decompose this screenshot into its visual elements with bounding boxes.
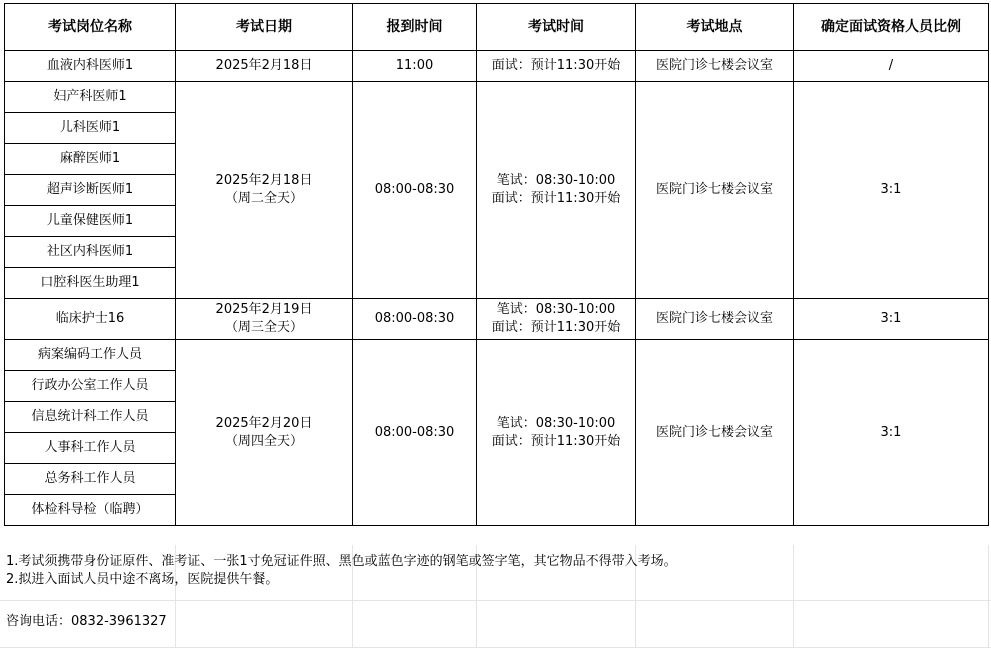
header-date: 考试日期 bbox=[176, 4, 353, 51]
checkin-cell: 08:00-08:30 bbox=[353, 340, 477, 526]
position-cell: 口腔科医生助理1 bbox=[5, 268, 176, 299]
weekday-line: （周四全天） bbox=[224, 433, 303, 449]
position-cell: 社区内科医师1 bbox=[5, 237, 176, 268]
table-row bbox=[5, 340, 989, 371]
location-cell: 医院门诊七楼会议室 bbox=[636, 51, 794, 82]
ratio-cell: / bbox=[794, 51, 989, 82]
notes-section bbox=[6, 553, 677, 589]
date-cell bbox=[176, 299, 353, 340]
written-exam-line: 笔试：08:30-10:00 bbox=[496, 415, 616, 431]
weekday-line: （周二全天） bbox=[224, 191, 303, 206]
date-line: 2025年2月18日 bbox=[215, 173, 313, 188]
written-exam-line: 笔试：08:30-10:00 bbox=[496, 173, 616, 188]
location-cell: 医院门诊七楼会议室 bbox=[636, 299, 794, 340]
header-position: 考试岗位名称 bbox=[5, 4, 176, 51]
date-line: 2025年2月20日 bbox=[215, 415, 313, 431]
position-cell: 妇产科医师1 bbox=[5, 82, 176, 113]
position-cell: 血液内科医师1 bbox=[5, 51, 176, 82]
position-cell: 病案编码工作人员 bbox=[5, 340, 176, 371]
position-cell: 体检科导检（临聘） bbox=[5, 495, 176, 526]
checkin-cell: 08:00-08:30 bbox=[353, 82, 477, 299]
position-cell: 麻醉医师1 bbox=[5, 144, 176, 175]
position-cell: 行政办公室工作人员 bbox=[5, 371, 176, 402]
location-cell: 医院门诊七楼会议室 bbox=[636, 82, 794, 299]
contact-phone: 咨询电话：0832-3961327 bbox=[6, 614, 167, 629]
date-cell: 2025年2月18日 bbox=[176, 51, 353, 82]
header-checkin: 报到时间 bbox=[353, 4, 477, 51]
position-cell: 儿童保健医师1 bbox=[5, 206, 176, 237]
position-cell: 人事科工作人员 bbox=[5, 433, 176, 464]
written-exam-line: 笔试：08:30-10:00 bbox=[496, 302, 616, 317]
exam-time-cell bbox=[477, 340, 636, 526]
exam-time-cell bbox=[477, 82, 636, 299]
position-cell: 临床护士16 bbox=[5, 299, 176, 340]
table-row bbox=[5, 51, 989, 82]
header-location: 考试地点 bbox=[636, 4, 794, 51]
location-cell: 医院门诊七楼会议室 bbox=[636, 340, 794, 526]
ratio-cell: 3:1 bbox=[794, 340, 989, 526]
interview-line: 面试：预计11:30开始 bbox=[491, 320, 621, 335]
ratio-cell: 3:1 bbox=[794, 299, 989, 340]
date-line: 2025年2月19日 bbox=[215, 302, 313, 317]
date-cell bbox=[176, 340, 353, 526]
checkin-cell: 11:00 bbox=[353, 51, 477, 82]
weekday-line: （周三全天） bbox=[224, 320, 303, 335]
position-cell: 儿科医师1 bbox=[5, 113, 176, 144]
header-row bbox=[5, 4, 989, 51]
exam-time-cell: 面试：预计11:30开始 bbox=[477, 51, 636, 82]
header-ratio: 确定面试资格人员比例 bbox=[794, 4, 989, 51]
exam-time-cell bbox=[477, 299, 636, 340]
interview-line: 面试：预计11:30开始 bbox=[491, 191, 621, 206]
header-exam-time: 考试时间 bbox=[477, 4, 636, 51]
position-cell: 总务科工作人员 bbox=[5, 464, 176, 495]
table-row bbox=[5, 82, 989, 113]
table-row bbox=[5, 299, 989, 340]
ratio-cell: 3:1 bbox=[794, 82, 989, 299]
position-cell: 信息统计科工作人员 bbox=[5, 402, 176, 433]
position-cell: 超声诊断医师1 bbox=[5, 175, 176, 206]
exam-schedule-table bbox=[4, 3, 989, 526]
note-line: 2.拟进入面试人员中途不离场，医院提供午餐。 bbox=[6, 572, 279, 587]
note-line: 1.考试须携带身份证原件、准考证、一张1寸免冠证件照、黑色或蓝色字迹的钢笔或签字笔，其它物品不得带入考场。 bbox=[6, 554, 677, 569]
date-cell bbox=[176, 82, 353, 299]
interview-line: 面试：预计11:30开始 bbox=[491, 433, 621, 449]
checkin-cell: 08:00-08:30 bbox=[353, 299, 477, 340]
